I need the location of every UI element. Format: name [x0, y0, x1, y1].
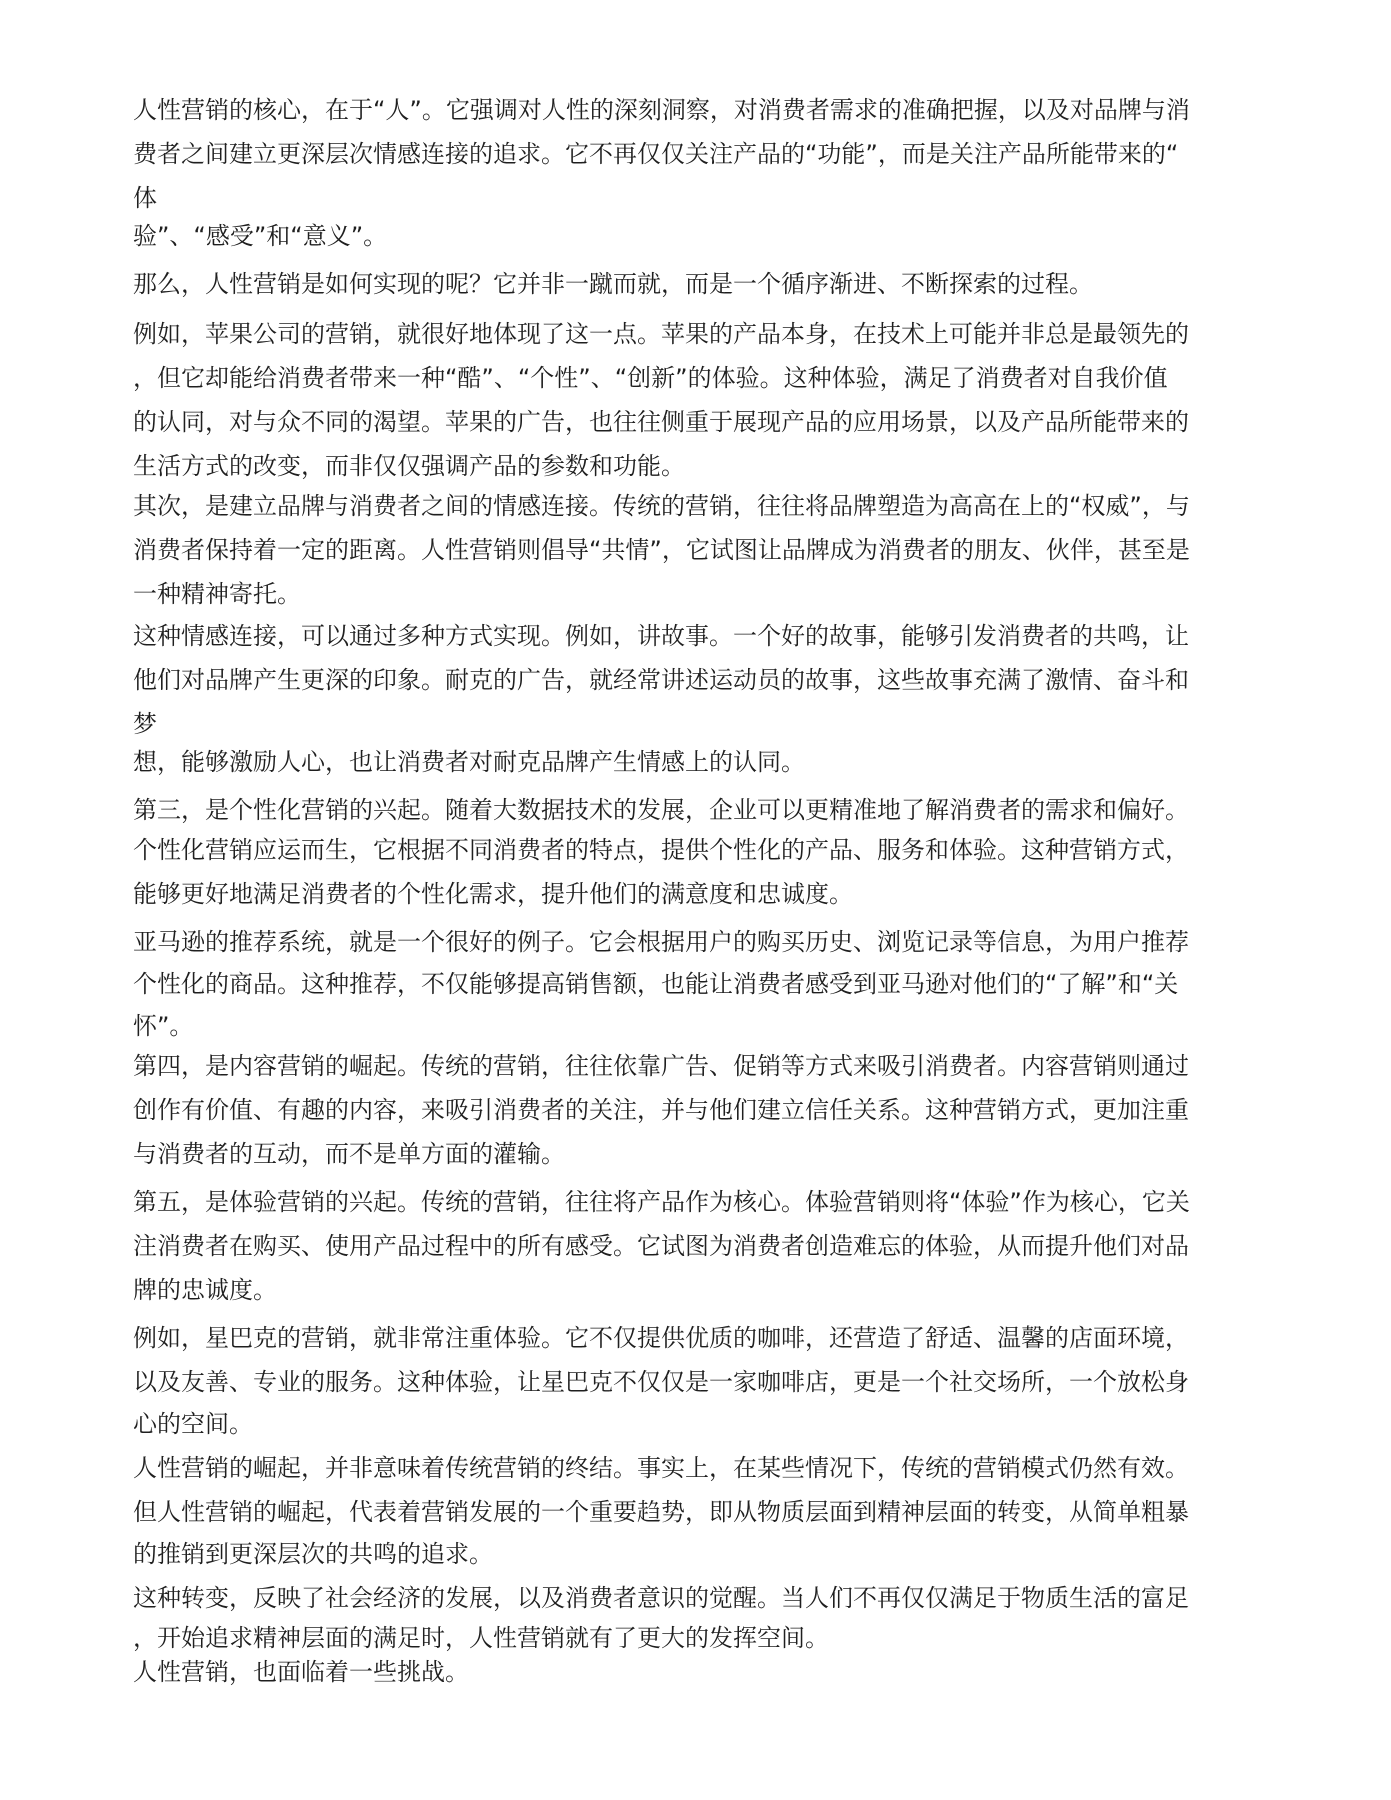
document-body [133, 88, 1263, 1694]
text-line: 消费者保持着一定的距离。人性营销则倡导“共情”，它试图让品牌成为消费者的朋友、伙伴，甚至是 [133, 536, 1190, 564]
text-line: 能够更好地满足消费者的个性化需求，提升他们的满意度和忠诚度。 [133, 880, 853, 908]
text-line: 但人性营销的崛起，代表着营销发展的一个重要趋势，即从物质层面到精神层面的转变，从简单粗暴 [133, 1498, 1189, 1526]
text-line: 第四，是内容营销的崛起。传统的营销，往往依靠广告、促销等方式来吸引消费者。内容营销则通过 [133, 1052, 1189, 1080]
text-line: 那么，人性营销是如何实现的呢？它并非一蹴而就，而是一个循序渐进、不断探索的过程。 [133, 270, 1093, 298]
text-line: 的认同，对与众不同的渴望。苹果的广告，也往往侧重于展现产品的应用场景，以及产品所能带来的 [133, 408, 1189, 436]
text-line: 这种情感连接，可以通过多种方式实现。例如，讲故事。一个好的故事，能够引发消费者的共鸣，让 [133, 622, 1189, 650]
text-line: 他们对品牌产生更深的印象。耐克的广告，就经常讲述运动员的故事，这些故事充满了激情、奋斗和 [133, 666, 1189, 694]
text-line: 人性营销，也面临着一些挑战。 [133, 1658, 469, 1686]
text-line: ，但它却能给消费者带来一种“酷”、“个性”、“创新”的体验。这种体验，满足了消费者对自我价值 [133, 364, 1168, 392]
text-line: 的推销到更深层次的共鸣的追求。 [133, 1540, 493, 1568]
text-line: 亚马逊的推荐系统，就是一个很好的例子。它会根据用户的购买历史、浏览记录等信息，为用户推荐 [133, 928, 1189, 956]
text-line: 梦 [133, 710, 157, 738]
text-line: 注消费者在购买、使用产品过程中的所有感受。它试图为消费者创造难忘的体验，从而提升他们对品 [133, 1232, 1189, 1260]
text-line: 个性化营销应运而生，它根据不同消费者的特点，提供个性化的产品、服务和体验。这种营销方式， [133, 836, 1189, 864]
text-line: 一种精神寄托。 [133, 580, 301, 608]
text-line: 以及友善、专业的服务。这种体验，让星巴克不仅仅是一家咖啡店，更是一个社交场所，一个放松身 [133, 1368, 1189, 1396]
text-line: 例如，苹果公司的营销，就很好地体现了这一点。苹果的产品本身，在技术上可能并非总是最领先的 [133, 320, 1189, 348]
text-line: 第三，是个性化营销的兴起。随着大数据技术的发展，企业可以更精准地了解消费者的需求和偏好。 [133, 796, 1189, 824]
text-line: 费者之间建立更深层次情感连接的追求。它不再仅仅关注产品的“功能”，而是关注产品所能带来的“ [133, 140, 1179, 168]
text-line: 个性化的商品。这种推荐，不仅能够提高销售额，也能让消费者感受到亚马逊对他们的“了解”和“关 [133, 970, 1179, 998]
text-line: 验”、“感受”和“意义”。 [133, 222, 388, 250]
text-line: ，开始追求精神层面的满足时，人性营销就有了更大的发挥空间。 [133, 1624, 829, 1652]
text-line: 第五，是体验营销的兴起。传统的营销，往往将产品作为核心。体验营销则将“体验”作为核心，它关 [133, 1188, 1190, 1216]
text-line: 其次，是建立品牌与消费者之间的情感连接。传统的营销，往往将品牌塑造为高高在上的“权威”，与 [133, 492, 1190, 520]
text-line: 怀”。 [133, 1012, 194, 1040]
text-line: 人性营销的核心，在于“人”。它强调对人性的深刻洞察，对消费者需求的准确把握，以及对品牌与消 [133, 96, 1190, 124]
text-line: 生活方式的改变，而非仅仅强调产品的参数和功能。 [133, 452, 685, 480]
text-line: 心的空间。 [133, 1410, 253, 1438]
text-line: 例如，星巴克的营销，就非常注重体验。它不仅提供优质的咖啡，还营造了舒适、温馨的店面环境， [133, 1324, 1189, 1352]
text-line: 想，能够激励人心，也让消费者对耐克品牌产生情感上的认同。 [133, 748, 805, 776]
text-line: 与消费者的互动，而不是单方面的灌输。 [133, 1140, 565, 1168]
text-line: 牌的忠诚度。 [133, 1276, 277, 1304]
text-line: 创作有价值、有趣的内容，来吸引消费者的关注，并与他们建立信任关系。这种营销方式，更加注重 [133, 1096, 1189, 1124]
text-line: 体 [133, 184, 157, 212]
text-line: 这种转变，反映了社会经济的发展，以及消费者意识的觉醒。当人们不再仅仅满足于物质生活的富足 [133, 1584, 1189, 1612]
text-line: 人性营销的崛起，并非意味着传统营销的终结。事实上，在某些情况下，传统的营销模式仍然有效。 [133, 1454, 1189, 1482]
